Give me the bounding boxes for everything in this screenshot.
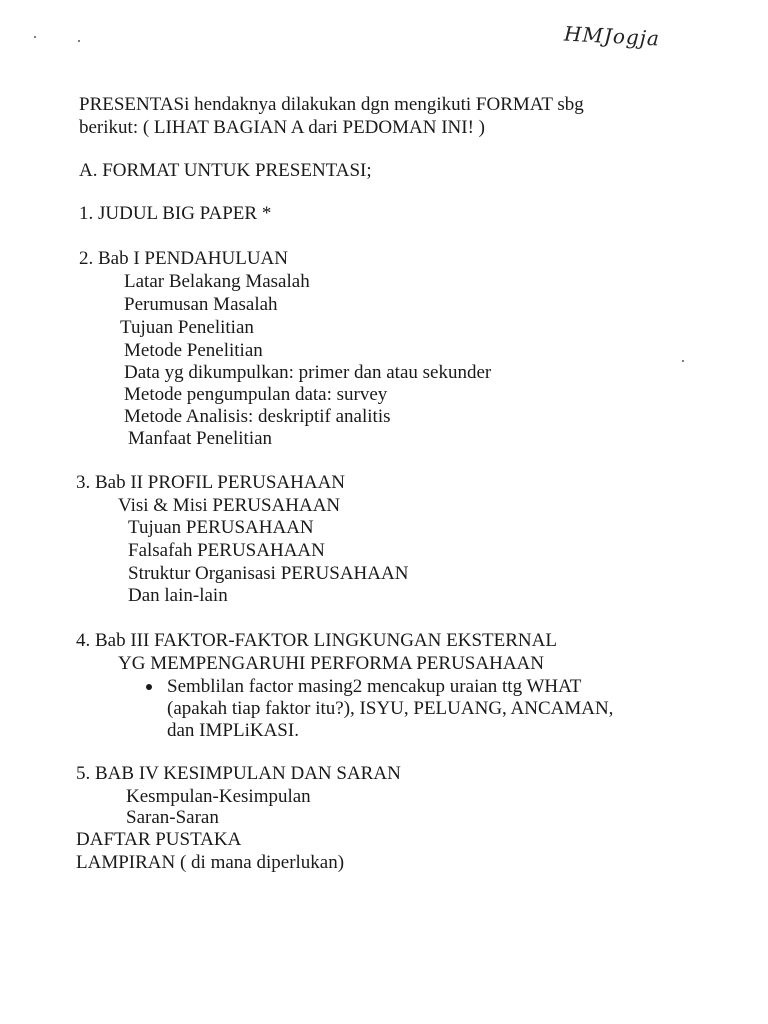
handwritten-note: HMJogja — [563, 21, 661, 51]
bab1-item: Data yg dikumpulkan: primer dan atau sekunder — [124, 362, 492, 383]
bab2-item: Visi & Misi PERUSAHAAN — [118, 495, 341, 516]
bab1-item: Manfaat Penelitian — [128, 428, 273, 449]
bab1-item: Metode Analisis: deskriptif analitis — [124, 406, 391, 427]
bab4-item: Saran-Saran — [126, 807, 219, 828]
bab3-title-line-1: 4. Bab III FAKTOR-FAKTOR LINGKUNGAN EKSTERNAL — [76, 630, 557, 651]
bab3-bullet-line: (apakah tiap faktor itu?), ISYU, PELUANG, ANCAMAN, — [167, 698, 614, 719]
daftar-pustaka: DAFTAR PUSTAKA — [76, 829, 242, 850]
bab4-title: 5. BAB IV KESIMPULAN DAN SARAN — [76, 763, 401, 784]
section-heading: A. FORMAT UNTUK PRESENTASI; — [79, 160, 372, 181]
bab1-item: Metode Penelitian — [124, 340, 263, 361]
bab1-title: 2. Bab I PENDAHULUAN — [79, 248, 288, 269]
bullet-icon — [146, 684, 152, 690]
scan-speck — [34, 36, 36, 38]
bab3-bullet-line: Semblilan factor masing2 mencakup uraian ttg WHAT — [167, 676, 582, 697]
intro-line-1: PRESENTASi hendaknya dilakukan dgn mengikuti FORMAT sbg — [79, 94, 584, 115]
item-judul: 1. JUDUL BIG PAPER * — [79, 203, 272, 224]
intro-line-2: berikut: ( LIHAT BAGIAN A dari PEDOMAN INI! ) — [79, 117, 485, 138]
scan-speck — [682, 360, 684, 362]
bab1-item: Latar Belakang Masalah — [124, 271, 310, 292]
bab2-item: Struktur Organisasi PERUSAHAAN — [128, 563, 409, 584]
bab1-item: Metode pengumpulan data: survey — [124, 384, 388, 405]
bab2-item: Falsafah PERUSAHAAN — [128, 540, 325, 561]
bab1-item: Perumusan Masalah — [124, 294, 278, 315]
bab2-title: 3. Bab II PROFIL PERUSAHAAN — [76, 472, 346, 493]
bab2-item: Tujuan PERUSAHAAN — [128, 517, 314, 538]
scan-speck — [78, 40, 80, 42]
lampiran: LAMPIRAN ( di mana diperlukan) — [76, 852, 345, 873]
bab3-title-line-2: YG MEMPENGARUHI PERFORMA PERUSAHAAN — [118, 653, 544, 674]
bab4-item: Kesmpulan-Kesimpulan — [126, 786, 311, 807]
bab1-item: Tujuan Penelitian — [120, 317, 254, 338]
bab3-bullet-line: dan IMPLiKASI. — [167, 720, 299, 741]
bab2-item: Dan lain-lain — [128, 585, 228, 606]
